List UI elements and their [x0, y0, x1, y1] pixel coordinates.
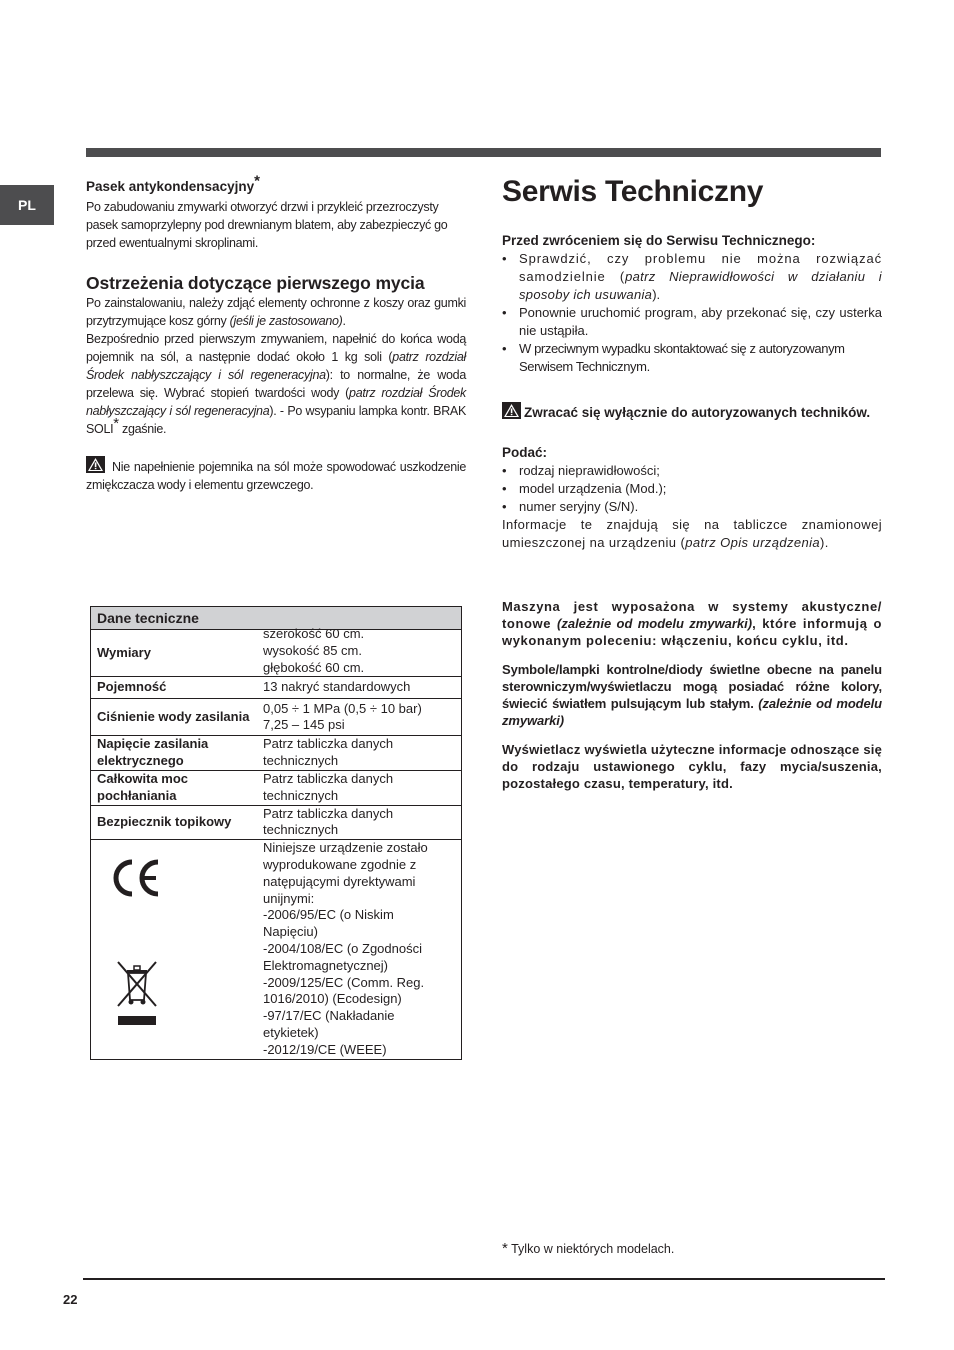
language-tab [0, 185, 54, 225]
dimension-width: szerokość 60 cm. [263, 626, 365, 641]
dimension-depth: głębokość 60 cm. [263, 659, 365, 675]
row-label-napiecie: Napięcie zasilania elektrycznego [91, 736, 258, 771]
list-item [502, 250, 882, 304]
compliance-line: -97/17/EC (Nakładanie [263, 1008, 395, 1024]
symbols-text-a: Symbole/lampki kontrolne/diody świetlne obecne na panelu sterowniczym/wyświetlaczu mogą posiadać różne kolory, świecić światłem pulsującym lub stałym. [502, 662, 882, 711]
check-text-a: Sprawdzić, czy problemu nie można rozwiązać samodzielnie ( [519, 251, 882, 284]
crossed-bin-icon [115, 960, 159, 1026]
row-label-moc: Całkowita moc pochłaniania [91, 770, 258, 805]
compliance-line: -2009/125/EC (Comm. Reg. [263, 974, 425, 990]
warning-triangle-icon [502, 402, 521, 419]
authorized-notice-text: Zwracać się wyłącznie do autoryzowanych techników. [524, 405, 871, 420]
provide-list [502, 462, 882, 516]
before-service-list [502, 250, 882, 376]
right-column [502, 174, 882, 804]
info-text-c: ). [820, 535, 829, 550]
pasek-heading-text: Pasek antykondensacyjny [86, 179, 255, 194]
p1-text-b: (jeśli je zastosowano) [229, 314, 343, 328]
compliance-line: Napięciu) [263, 924, 318, 940]
compliance-marks-cell [91, 840, 258, 1059]
asterisk-mark: * [254, 172, 260, 190]
table-row [91, 630, 462, 677]
row-value-bezpiecznik: Patrz tabliczka danych technicznych [257, 805, 462, 840]
info-text-a: Informacje te znajdują się na tabliczce znamionowej umieszczonej na urządzeniu ( [502, 517, 882, 550]
salt-warning-text: Nie napełnienie pojemnika na sól może spowodować uszkodzenie zmiękczacza wody i elementu grzewczego. [86, 460, 466, 492]
p2-text-a: Bezpośrednio przed pierwszym zmywaniem, napełnić do końca wodą pojemnik na sól, a następnie dodać około 1 kg soli ( [86, 332, 466, 364]
p2-text-e: ). - Po wsypaniu lampka kontr. BRAK SOLI [86, 404, 466, 436]
table-row [91, 840, 462, 1059]
ce-mark-icon [112, 858, 164, 898]
table-row [91, 736, 462, 771]
row-label-pojemnosc: Pojemność [91, 677, 258, 699]
pressure-psi: 7,25 – 145 psi [263, 717, 345, 733]
list-item: • rodzaj nieprawidłowości; [502, 462, 882, 480]
info-text-b: patrz Opis urządzenia [685, 535, 821, 550]
first-wash-heading: Ostrzeżenia dotyczące pierwszego mycia [86, 273, 425, 293]
table-row [91, 805, 462, 840]
technical-data-table [90, 606, 462, 1060]
asterisk-mark: * [113, 414, 119, 432]
p2-text-b: patrz rozdział Środek nabłyszczający i sól regeneracyjna [86, 350, 466, 382]
table-row [91, 770, 462, 805]
compliance-line: unijnymi: [263, 890, 315, 906]
before-service-heading: Przed zwróceniem się do Serwisu Technicznego: [502, 233, 816, 248]
row-value-wymiary [257, 626, 462, 677]
compliance-line: -2012/19/CE (WEEE) [263, 1041, 387, 1057]
row-value-cisnienie [257, 699, 462, 736]
row-label-bezpiecznik: Bezpiecznik topikowy [91, 805, 258, 840]
p2-text-d: patrz rozdział Środek nabłyszczający i sól regeneracyjna [86, 386, 467, 418]
compliance-line: wyprodukowane zgodnie z [263, 856, 417, 872]
table-row [91, 699, 462, 736]
page-title: Serwis Techniczny [502, 175, 764, 208]
top-rule [86, 148, 881, 157]
list-item: • numer seryjny (S/N). [502, 498, 882, 516]
row-value-pojemnosc: 13 nakryć standardowych [257, 677, 462, 699]
p2-text-c: ): to normalne, że woda przelewa się. Wybrać stopień twardości wody ( [86, 368, 466, 400]
bottom-rule [83, 1278, 885, 1280]
display-paragraph: Wyświetlacz wyświetla użyteczne informacje odnoszące się do rodzaju ustawionego cyklu, fazy mycia/suszenia, pozostałego czasu, temperatury, itd. [502, 742, 882, 791]
row-label-cisnienie: Ciśnienie wody zasilania [91, 699, 258, 736]
check-text-c: ). [652, 287, 661, 302]
acoustic-text-b: (zależnie od modelu zmywarki) [557, 616, 753, 631]
p2-text-f: zgaśnie. [118, 422, 167, 436]
compliance-line: 1016/2010) (Ecodesign) [263, 991, 402, 1007]
p1-text-a: Po zainstalowaniu, należy zdjąć elementy ochronne z koszy oraz gumki przytrzymujące kosz górny [86, 296, 466, 328]
table-header: Dane tecniczne [91, 607, 462, 630]
p1-text-c: . [342, 314, 346, 328]
acoustic-text-c: , które informują o wykonanym poleceniu: włączeniu, końcu cyklu, itd. [502, 616, 882, 648]
symbols-text-b: (zależnie od modelu zmywarki) [502, 696, 882, 728]
compliance-line: natępującymi dyrektywami [263, 873, 416, 889]
language-tab-label: PL [18, 197, 36, 213]
salt-warning [86, 456, 466, 494]
warning-triangle-icon [86, 456, 105, 473]
dimension-height: wysokość 85 cm. [263, 642, 362, 658]
compliance-line: Niniejsze urządzenie zostało [263, 840, 428, 856]
list-item: • Ponownie uruchomić program, aby przekonać się, czy usterka nie ustąpiła. [502, 304, 882, 340]
info-paragraph [502, 516, 882, 552]
compliance-line: Elektromagnetycznej) [263, 957, 388, 973]
table-row [91, 677, 462, 699]
acoustic-paragraph [502, 598, 882, 649]
pasek-text: Po zabudowaniu zmywarki otworzyć drzwi i przykleić przezroczysty pasek samoprzylepny pod drewnianym blatem, aby zabezpieczyć go przed ewentualnymi skroplinami. [86, 200, 448, 250]
provide-heading: Podać: [502, 445, 548, 460]
list-item: • model urządzenia (Mod.); [502, 480, 882, 498]
footnote [502, 1240, 674, 1257]
compliance-line: etykietek) [263, 1024, 319, 1040]
pressure-mpa: 0,05 ÷ 1 MPa (0,5 ÷ 10 bar) [263, 700, 422, 716]
list-item: • W przeciwnym wypadku skontaktować się z autoryzowanym Serwisem Technicznym. [502, 340, 882, 376]
footnote-text: Tylko w niektórych modelach. [511, 1242, 675, 1256]
pasek-heading [86, 172, 466, 196]
left-column [86, 172, 467, 494]
page-number: 22 [63, 1292, 78, 1307]
symbols-paragraph [502, 661, 882, 729]
first-wash-para-1 [86, 294, 466, 330]
row-value-napiecie: Patrz tabliczka danych technicznych [257, 736, 462, 771]
compliance-text [257, 840, 462, 1059]
check-text-b: patrz Nieprawidłowości w działaniu i sposoby ich usuwania [519, 269, 882, 302]
first-wash-para-2 [86, 330, 466, 438]
compliance-line: -2006/95/EC (o Niskim [263, 907, 394, 923]
acoustic-text-a: Maszyna jest wyposażona w systemy akustyczne/ tonowe [502, 599, 882, 631]
row-label-wymiary: Wymiary [91, 630, 258, 677]
signals-section [502, 598, 882, 792]
authorized-notice [502, 402, 882, 422]
compliance-line: -2004/108/EC (o Zgodności [263, 940, 422, 956]
row-value-moc: Patrz tabliczka danych technicznych [257, 770, 462, 805]
footnote-asterisk: * [502, 1240, 508, 1257]
